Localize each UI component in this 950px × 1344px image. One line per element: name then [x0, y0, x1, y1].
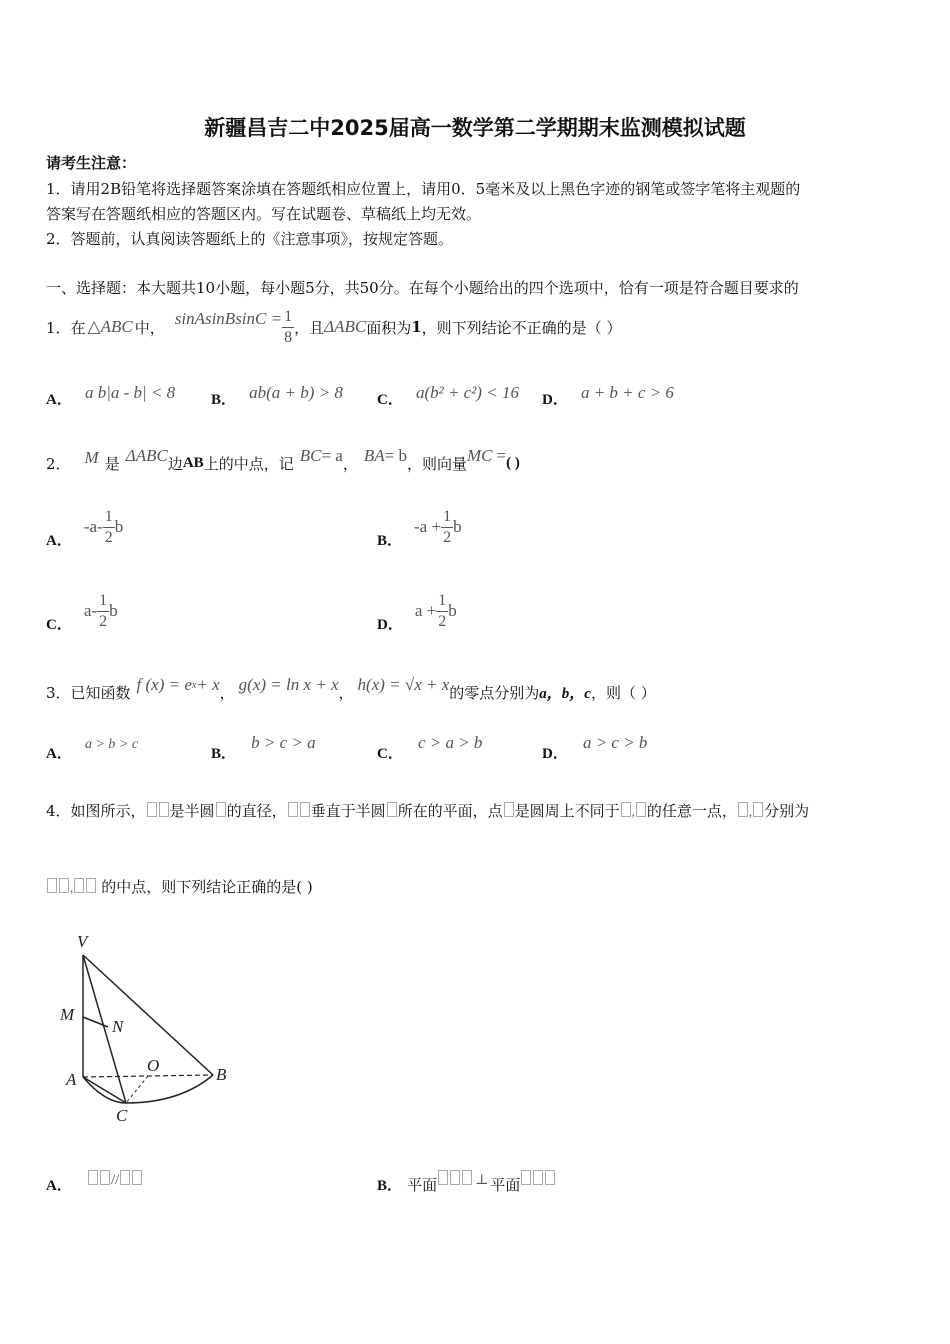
q2-option-a-post: b [114, 517, 124, 536]
q2-m: M [84, 448, 99, 467]
question-3 [46, 676, 656, 708]
q1-option-a-text: a b|a - b| < 8 [84, 383, 176, 402]
q4-option-b-label: B． [377, 1178, 403, 1194]
q3-option-c[interactable] [377, 732, 483, 762]
segment-oc [126, 1076, 148, 1103]
q3-option-d[interactable] [542, 732, 648, 762]
q4-comma-1: , [631, 804, 635, 819]
q1-option-b[interactable] [211, 383, 343, 409]
q3-number: 3．已知函数 [46, 683, 131, 702]
q2-ba: BA [363, 446, 385, 465]
q2-paren: ( ) [506, 454, 520, 471]
q1-option-b-label: B． [211, 392, 237, 408]
label-v: V [77, 932, 88, 951]
segment-mn [83, 1017, 108, 1027]
q1-tail-1: ，且 [294, 318, 325, 337]
q3-g: g(x) = ln x + x [238, 675, 339, 694]
q3-option-d-label: D． [542, 746, 568, 762]
q2-option-c-fraction [97, 593, 109, 630]
q4-s5: 是圆周上不同于 [514, 802, 620, 820]
placeholder-glyph [504, 802, 514, 817]
q2-option-b[interactable] [377, 502, 462, 552]
q1-option-d-label: D． [542, 392, 568, 408]
q3-option-c-label: C． [377, 746, 403, 762]
q3-option-c-text: c > a > b [417, 733, 483, 752]
geometry-figure [50, 925, 250, 1130]
notice-line-2: 答案写在答题纸相应的答题区内。写在试题卷、草稿纸上均无效。 [46, 205, 482, 223]
q2-option-d[interactable] [377, 586, 457, 636]
q3-option-a-label: A． [46, 746, 72, 762]
q2-option-d-fraction [436, 593, 448, 630]
q2-option-b-d: 2 [443, 528, 452, 546]
q4-s8: 的中点，则下列结论正确的是( ) [101, 878, 313, 896]
q3-f-exponent: x [191, 679, 197, 691]
page-title: 新疆昌吉二中2025届高一数学第二学期期末监测模拟试题 [204, 116, 746, 140]
label-o: O [147, 1056, 160, 1075]
q1-triangle-2: ΔABC [324, 317, 367, 336]
label-n: N [112, 1017, 124, 1036]
q2-bc: BC [299, 446, 322, 465]
q3-comma-1: ， [219, 683, 235, 702]
question-2 [46, 448, 520, 478]
label-c: C [116, 1106, 128, 1125]
q4-s3: 垂直于半圆 [310, 802, 386, 820]
q2-option-a[interactable] [46, 502, 123, 552]
q3-comma-2: ， [338, 683, 354, 702]
q4-option-b[interactable] [377, 1168, 556, 1194]
q1-area: 1 [411, 318, 422, 336]
placeholder-glyph [545, 1170, 555, 1185]
q4-s4: 所在的平面，点 [397, 802, 503, 820]
section-heading: 一、选择题：本大题共10小题，每小题5分，共50分。在每个小题给出的四个选项中，恰有一项是符合题目要求的 [46, 279, 799, 297]
placeholder-glyph [521, 1170, 531, 1185]
q3-tail: 的零点分别为 [449, 683, 540, 702]
notice-line-3: 2．答题前，认真阅读答题纸上的《注意事项》，按规定答题。 [46, 230, 454, 248]
q1-expression: sinAsinBsinC = [174, 309, 283, 328]
q4-s6: 的任意一点， [646, 802, 737, 820]
placeholder-glyph [59, 878, 69, 893]
q4-option-a[interactable] [46, 1168, 143, 1194]
q2-option-b-fraction [441, 509, 453, 546]
placeholder-glyph [621, 802, 631, 817]
placeholder-glyph [147, 802, 157, 817]
q2-option-c[interactable] [46, 586, 118, 636]
q2-option-c-d: 2 [99, 612, 108, 630]
q2-option-a-pre: -a- [83, 517, 103, 536]
placeholder-glyph [47, 878, 57, 893]
placeholder-glyph [88, 1170, 98, 1185]
q1-option-c[interactable] [377, 383, 519, 409]
q1-tail-3: ，则下列结论不正确的是（ ） [421, 318, 622, 337]
q1-mid: 中， [134, 318, 165, 337]
q4-option-b-text-2: 平面 [490, 1176, 521, 1194]
q3-option-b-text: b > c > a [251, 733, 316, 752]
question-4-line-1 [46, 800, 809, 821]
q1-option-b-text: ab(a + b) > 8 [249, 383, 343, 402]
q1-number: 1．在 [46, 318, 86, 337]
q3-option-a[interactable] [46, 732, 139, 762]
q2-mid: 上的中点，记 [203, 454, 294, 473]
q1-option-a-label: A． [46, 392, 72, 408]
q2-option-b-post: b [453, 517, 462, 536]
q4-option-a-parallel: // [110, 1172, 120, 1188]
q3-h: h(x) = √x + x [357, 675, 450, 694]
q2-number: 2． [46, 454, 71, 473]
q3-option-b-label: B． [211, 746, 237, 762]
q4-comma-3: , [70, 880, 74, 895]
q4-s1: 是半圆 [169, 802, 215, 820]
q1-triangle: △ABC [87, 317, 133, 336]
q4-comma-2: , [748, 804, 753, 819]
q2-option-d-d: 2 [438, 612, 447, 630]
q1-fraction-denominator: 8 [284, 328, 293, 346]
q2-option-a-label: A． [46, 532, 72, 549]
q1-option-a[interactable] [46, 383, 176, 409]
q2-option-d-label: D． [377, 616, 403, 633]
q1-option-c-text: a(b² + c²) < 16 [415, 383, 519, 402]
label-b: B [216, 1065, 227, 1084]
q2-edge: 边 [167, 454, 183, 473]
placeholder-glyph [438, 1170, 448, 1185]
placeholder-glyph [74, 878, 84, 893]
q3-f-plus: + x [196, 675, 220, 694]
q2-option-a-d: 2 [104, 528, 113, 546]
placeholder-glyph [300, 802, 310, 817]
placeholder-glyph [753, 802, 763, 817]
q1-option-d[interactable] [542, 383, 674, 409]
q3-option-d-text: a > c > b [582, 733, 648, 752]
q1-fraction [282, 309, 294, 346]
q2-option-d-post: b [448, 601, 457, 620]
q2-eq-b: = b [384, 446, 407, 465]
q2-comma: ， [342, 454, 358, 473]
q2-eq: = [496, 446, 507, 465]
q2-option-b-n: 1 [441, 509, 453, 528]
q4-option-b-text-1: 平面 [407, 1176, 438, 1194]
q1-option-c-label: C． [377, 392, 403, 408]
label-m: M [60, 1005, 75, 1024]
q4-number: 4．如图所示， [46, 802, 146, 820]
q1-option-d-text: a + b + c > 6 [580, 383, 674, 402]
q2-eq-a: = a [321, 446, 343, 465]
label-a: A [66, 1070, 77, 1089]
placeholder-glyph [216, 802, 226, 817]
q2-option-c-n: 1 [97, 593, 109, 612]
q3-vars: a，b，c [539, 685, 591, 702]
q2-option-c-post: b [109, 601, 118, 620]
q4-s7: 分别为 [764, 802, 810, 820]
question-1 [46, 307, 621, 347]
q2-option-d-pre: a + [414, 601, 437, 620]
placeholder-glyph [450, 1170, 460, 1185]
q1-tail-2: 面积为 [366, 318, 412, 337]
q2-option-b-pre: -a + [414, 517, 442, 536]
placeholder-glyph [86, 878, 96, 893]
placeholder-glyph [738, 802, 748, 817]
q2-option-d-n: 1 [436, 593, 448, 612]
q2-triangle: ΔABC [125, 446, 168, 465]
q2-is: 是 [104, 454, 120, 473]
q1-fraction-numerator: 1 [282, 309, 294, 328]
q2-option-a-n: 1 [103, 509, 115, 528]
q3-option-b[interactable] [211, 732, 316, 762]
q4-option-a-label: A． [46, 1178, 72, 1194]
q2-then: ，则向量 [406, 454, 467, 473]
placeholder-glyph [120, 1170, 130, 1185]
q3-f: f (x) = e [136, 675, 192, 694]
q2-option-c-pre: a- [83, 601, 98, 620]
placeholder-glyph [100, 1170, 110, 1185]
q2-mc: MC [466, 446, 493, 465]
q3-option-a-text: a > b > c [84, 737, 139, 752]
q3-tail-2: ，则（ ） [590, 683, 656, 702]
placeholder-glyph [288, 802, 298, 817]
placeholder-glyph [636, 802, 646, 817]
placeholder-glyph [159, 802, 169, 817]
q2-option-c-label: C． [46, 616, 72, 633]
q4-s2: 的直径， [226, 802, 287, 820]
q2-option-b-label: B． [377, 532, 403, 549]
placeholder-glyph [132, 1170, 142, 1185]
notice-heading: 请考生注意： [46, 154, 137, 172]
q2-option-a-fraction [103, 509, 115, 546]
q4-option-b-perp: ⊥ [475, 1173, 489, 1188]
question-4-line-2 [46, 876, 313, 897]
placeholder-glyph [462, 1170, 472, 1185]
placeholder-glyph [533, 1170, 543, 1185]
placeholder-glyph [387, 802, 397, 817]
q2-ab: AB [182, 454, 204, 471]
notice-line-1: 1．请用2B铅笔将选择题答案涂填在答题纸相应位置上，请用0．5毫米及以上黑色字迹的钢笔或签字笔将主观题的 [46, 180, 801, 198]
